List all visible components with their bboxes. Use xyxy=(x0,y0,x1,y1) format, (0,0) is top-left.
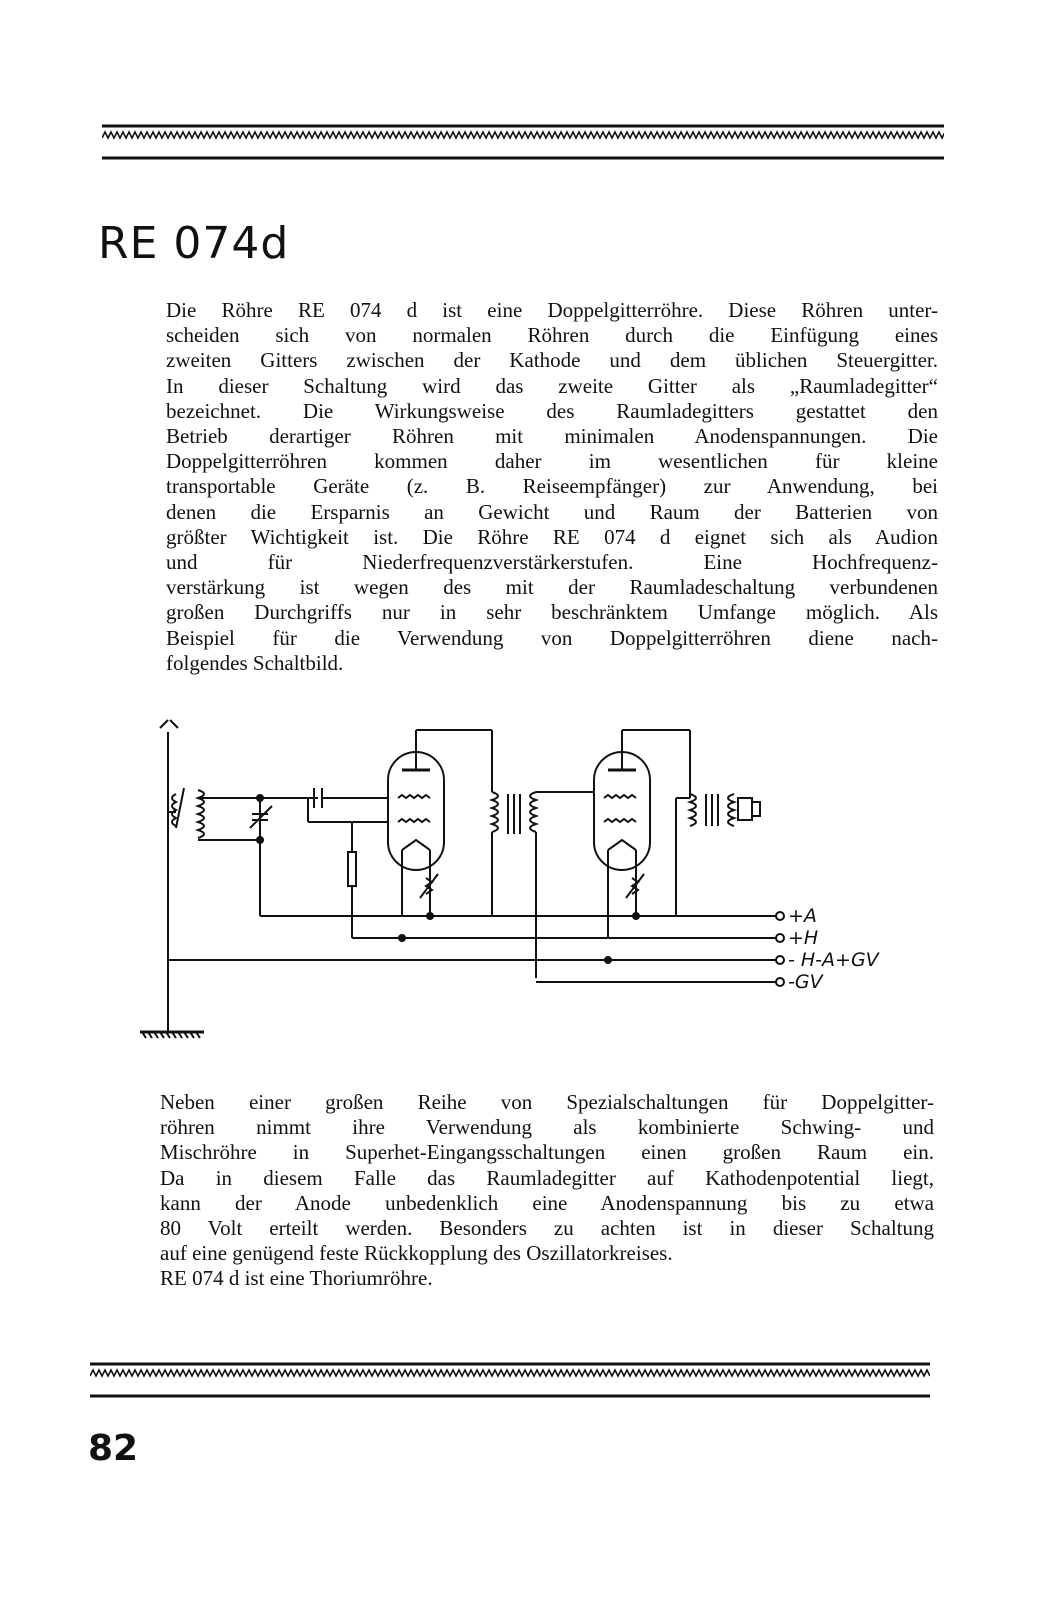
output-transformer-icon xyxy=(676,794,734,826)
text-line: folgendes Schaltbild. xyxy=(166,650,344,675)
terminal-label: +H xyxy=(788,927,819,949)
text-line: Mischröhre in Superhet-Eingangsschaltungen einen großen Raum ein. xyxy=(160,1140,934,1165)
vacuum-tube-1-icon xyxy=(388,730,444,870)
text-line: scheiden sich von normalen Röhren durch die Einfügung eines xyxy=(166,323,938,348)
terminal-label: -GV xyxy=(788,971,823,993)
text-line: bezeichnet. Die Wirkungsweise des Raumladegitters gestattet den xyxy=(166,398,938,423)
text-line: transportable Geräte (z. B. Reiseempfänger) zur Anwendung, bei xyxy=(166,474,938,499)
text-line: Doppelgitterröhren kommen daher im wesentlichen für kleine xyxy=(166,449,938,474)
text-line: kann der Anode unbedenklich eine Anodenspannung bis zu etwa xyxy=(160,1190,934,1215)
text-line: Die Röhre RE 074 d ist eine Doppelgitterröhre. Diese Röhren unter- xyxy=(166,298,938,322)
text-line: RE 074 d ist eine Thoriumröhre. xyxy=(160,1266,433,1291)
text-line: 80 Volt erteilt werden. Besonders zu achten ist in dieser Schaltung xyxy=(160,1216,934,1241)
text-line: Da in diesem Falle das Raumladegitter auf Kathodenpotential liegt, xyxy=(160,1165,934,1190)
antenna-coil-icon xyxy=(168,788,204,838)
intro-paragraph xyxy=(166,298,938,676)
top-ornamental-rule xyxy=(102,124,944,160)
text-line: auf eine genügend feste Rückkopplung des Oszillatorkreises. xyxy=(160,1241,673,1266)
transformer-icon xyxy=(492,792,536,834)
text-line: röhren nimmt ihre Verwendung als kombinierte Schwing- und xyxy=(160,1115,934,1140)
text-line: Beispiel für die Verwendung von Doppelgitterröhren diene nach- xyxy=(166,625,938,650)
page-number: 82 xyxy=(88,1428,139,1469)
text-line: großen Durchgriffs nur in sehr beschränktem Umfange möglich. Als xyxy=(166,600,938,625)
text-line: verstärkung ist wegen des mit der Raumladeschaltung verbundenen xyxy=(166,575,938,600)
text-line: Neben einer großen Reihe von Spezialschaltungen für Doppelgitter- xyxy=(160,1090,934,1114)
ground-icon xyxy=(140,1032,204,1038)
text-line: Betrieb derartiger Röhren mit minimalen Anodenspannungen. Die xyxy=(166,424,938,449)
vacuum-tube-2-icon xyxy=(594,730,650,870)
antenna-icon xyxy=(160,720,178,1032)
terminal-label: +A xyxy=(788,905,817,927)
circuit-schematic xyxy=(140,702,920,1052)
text-line: In dieser Schaltung wird das zweite Gitter als „Raumladegitter“ xyxy=(166,373,938,398)
terminal-label: - H-A+GV xyxy=(788,949,879,971)
headphone-icon xyxy=(738,798,760,820)
closing-paragraph xyxy=(160,1090,934,1292)
text-line: und für Niederfrequenzverstärkerstufen. Eine Hochfrequenz- xyxy=(166,550,938,575)
page-title: RE 074d xyxy=(98,218,290,269)
text-line: zweiten Gitters zwischen der Kathode und dem üblichen Steuergitter. xyxy=(166,348,938,373)
text-line: denen die Ersparnis an Gewicht und Raum der Batterien von xyxy=(166,499,938,524)
bottom-ornamental-rule xyxy=(90,1362,930,1398)
text-line: größter Wichtigkeit ist. Die Röhre RE 074 d eignet sich als Audion xyxy=(166,524,938,549)
